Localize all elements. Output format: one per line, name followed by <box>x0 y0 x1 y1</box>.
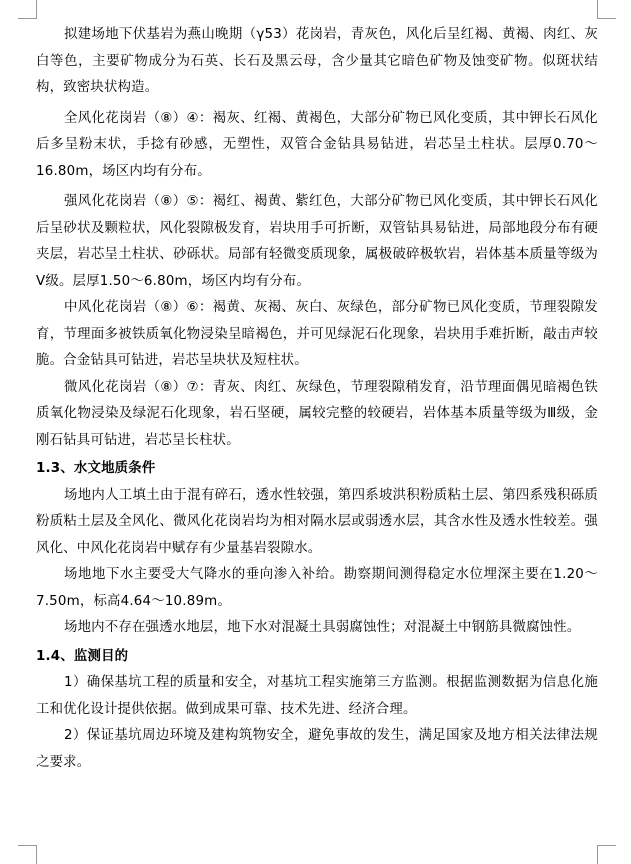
paragraph-slightly-weathered-granite: 微风化花岗岩（⑧）⑦：青灰、肉红、灰绿色，节理裂隙稍发育，沿节理面偶见暗褐色铁质氧化物浸染及绿泥石化现象，岩石坚硬，属较完整的较硬岩，岩体基本质量等级为Ⅲ级，金刚石钻具可钻进，岩芯呈长柱状。 <box>36 379 598 448</box>
paragraph-strongly-weathered-granite: 强风化花岗岩（⑧）⑤：褐红、褐黄、紫红色，大部分矿物已风化变质，其中钾长石风化后呈砂状及颗粒状，风化裂隙极发育，岩块用手可折断，双管钻具易钻进，局部地段分布有硬夹层，岩芯呈土柱状、砂砾状。局部有轻微变质现象，属极破碎极软岩，岩体基本质量等级为Ⅴ级。层厚1.50～6.80m，场区内均有分布。 <box>36 194 598 289</box>
list-item-purpose-1: 1）确保基坑工程的质量和安全，对基坑工程实施第三方监测。根据监测数据为信息化施工和优化设计提供依据。做到成果可靠、技术先进、经济合理。 <box>36 675 598 717</box>
section-heading-monitoring-purpose: 1.4、监测目的 <box>36 648 129 664</box>
list-item-purpose-2: 2）保证基坑周边环境及建构筑物安全，避免事故的发生，满足国家及地方相关法律法规之要求。 <box>36 728 598 770</box>
paragraph-groundwater-level: 场地地下水主要受大气降水的垂向渗入补给。勘察期间测得稳定水位埋深主要在1.20～7.50m，标高4.64～10.89m。 <box>36 567 598 609</box>
margin-corner-mark <box>18 845 37 864</box>
margin-corner-mark <box>597 845 616 864</box>
document-body <box>36 22 598 776</box>
paragraph-bedrock-intro: 拟建场地下伏基岩为燕山晚期（γ53）花岗岩，青灰色，风化后呈红褐、黄褐、肉红、灰白等色，主要矿物成分为石英、长石及黑云母，含少量其它暗色矿物及蚀变矿物。似斑状结构，致密块状构造。 <box>36 27 598 95</box>
paragraph-permeability: 场地内人工填土由于混有碎石，透水性较强，第四系坡洪积粉质粘土层、第四系残积砾质粉质粘土层及全风化、微风化花岗岩均为相对隔水层或弱透水层，其含水性及透水性较差。强风化、中风化花岗岩中赋存有少量基岩裂隙水。 <box>36 487 598 556</box>
margin-corner-mark <box>597 0 616 19</box>
section-heading-hydrogeology: 1.3、水文地质条件 <box>36 461 156 476</box>
paragraph-fully-weathered-granite: 全风化花岗岩（⑧）④：褐灰、红褐、黄褐色，大部分矿物已风化变质，其中钾长石风化后多呈粉末状，手捻有砂感，无塑性，双管合金钻具易钻进，岩芯呈土柱状。层厚0.70～16.80m，场区内均有分布。 <box>36 110 598 179</box>
paragraph-moderately-weathered-granite: 中风化花岗岩（⑧）⑥：褐黄、灰褐、灰白、灰绿色，部分矿物已风化变质，节理裂隙发育，节理面多被铁质氧化物浸染呈暗褐色，并可见绿泥石化现象，岩块用手难折断，敲击声较脆。合金钻具可钻进，岩芯呈块状及短柱状。 <box>36 300 598 368</box>
margin-corner-mark <box>18 0 37 19</box>
paragraph-corrosivity: 场地内不存在强透水地层，地下水对混凝土具弱腐蚀性；对混凝土中钢筋具微腐蚀性。 <box>64 620 581 635</box>
